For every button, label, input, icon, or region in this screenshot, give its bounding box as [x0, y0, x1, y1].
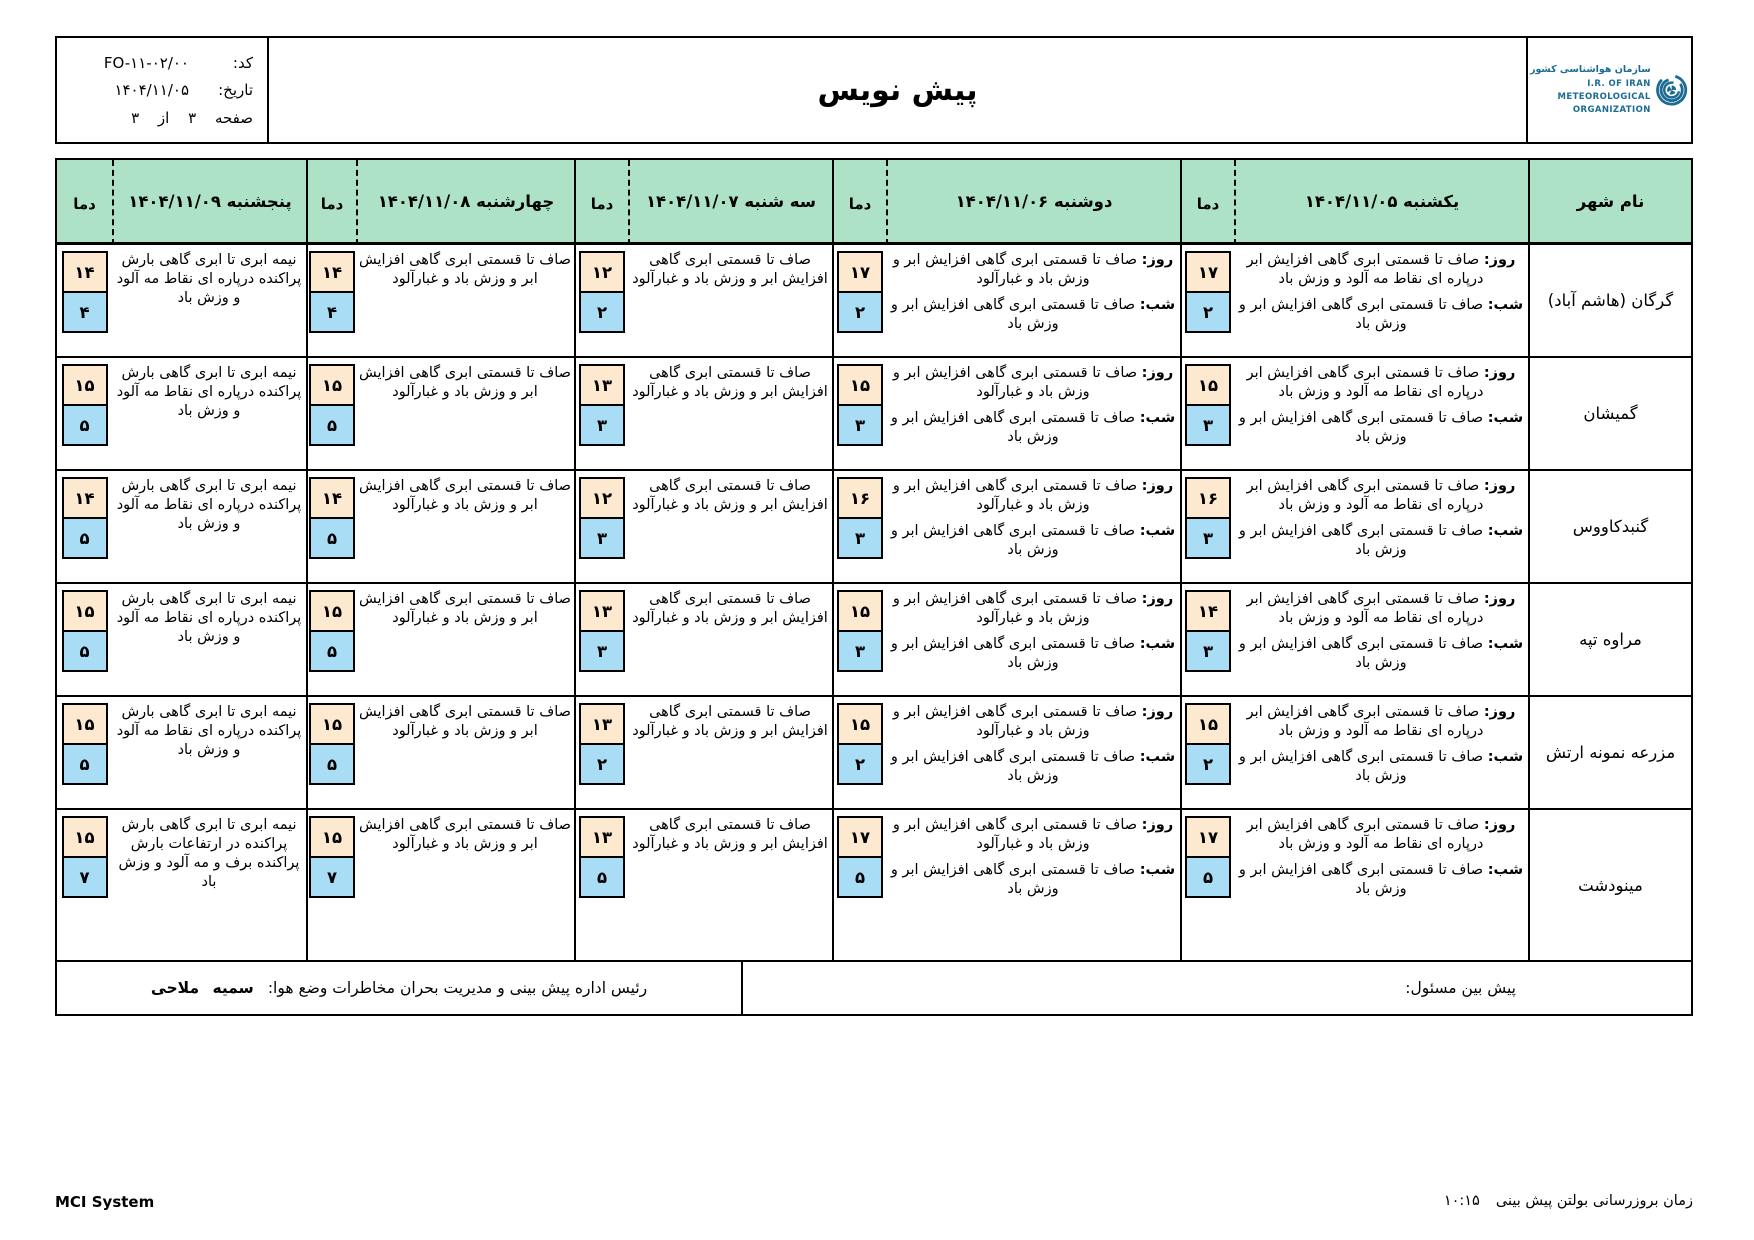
- city-cell: مزرعه نمونه ارتش: [1528, 697, 1691, 810]
- night-prefix: شب:: [1487, 409, 1524, 426]
- city-cell: گمیشان: [1528, 358, 1691, 471]
- day-prefix: روز:: [1141, 591, 1174, 607]
- temp-cell: [57, 697, 112, 810]
- temp-min-value: ۵: [62, 517, 108, 559]
- forecast-text: نیمه ابری تا ابری گاهی بارش پراکنده درپاره ای نقاط مه آلود و وزش باد: [116, 591, 302, 645]
- temp-header: دما: [57, 160, 112, 245]
- doc-info-box: [57, 38, 269, 142]
- night-prefix: شب:: [1139, 296, 1176, 313]
- forecast-day-text: [1237, 477, 1525, 515]
- forecast-day-text: [889, 477, 1177, 515]
- forecast-day-text: [889, 703, 1177, 741]
- temp-cell: [574, 697, 628, 810]
- temp-max-value: ۱۶: [837, 477, 883, 519]
- temp-max-value: ۱۵: [62, 364, 108, 406]
- day-text: صاف تا قسمتی ابری گاهی افزایش ابر و وزش باد و غبارآلود: [892, 365, 1138, 400]
- org-name-fa: سازمان هواشناسی کشور: [1530, 63, 1651, 75]
- forecast-day-text: [889, 816, 1177, 854]
- day-text: صاف تا قسمتی ابری گاهی افزایش ابر درپاره ای نقاط مه آلود و وزش باد: [1246, 478, 1484, 513]
- forecast-text: نیمه ابری تا ابری گاهی بارش پراکنده درپاره ای نقاط مه آلود و وزش باد: [116, 252, 302, 306]
- day-text: صاف تا قسمتی ابری گاهی افزایش ابر درپاره ای نقاط مه آلود و وزش باد: [1246, 252, 1484, 287]
- night-text: صاف تا قسمتی ابری گاهی افزایش ابر و وزش باد: [1238, 296, 1484, 332]
- footer-update-label: زمان بروزرسانی بولتن پیش بینی: [1495, 1193, 1693, 1209]
- forecast-text-cell: [628, 471, 832, 584]
- forecast-text-cell: [1234, 810, 1528, 960]
- city-cell: گنبدکاووس: [1528, 471, 1691, 584]
- forecast-text: نیمه ابری تا ابری گاهی بارش پراکنده درپاره ای نقاط مه آلود و وزش باد: [116, 704, 302, 758]
- forecast-text-cell: [886, 810, 1180, 960]
- forecast-text: صاف تا قسمتی ابری گاهی افزایش ابر و وزش باد و غبارآلود: [359, 817, 571, 852]
- forecast-text-cell: [112, 697, 306, 810]
- temp-min-value: ۵: [309, 404, 355, 446]
- temp-max-value: ۱۵: [837, 703, 883, 745]
- city-header: نام شهر: [1528, 160, 1691, 245]
- doc-code-line: [71, 54, 253, 72]
- org-name-en-line3: ORGANIZATION: [1572, 104, 1651, 115]
- temp-max-value: ۱۴: [1185, 590, 1231, 632]
- night-prefix: شب:: [1139, 635, 1176, 652]
- day-header: دوشنبه ۱۴۰۴/۱۱/۰۶: [886, 160, 1180, 245]
- day-prefix: روز:: [1141, 478, 1174, 494]
- city-cell: گرگان (هاشم آباد): [1528, 245, 1691, 358]
- day-prefix: روز:: [1483, 365, 1516, 381]
- night-text: صاف تا قسمتی ابری گاهی افزایش ابر و وزش باد: [890, 861, 1136, 897]
- forecast-night-text: [1237, 522, 1525, 560]
- forecast-text: صاف تا قسمتی ابری گاهی افزایش ابر و وزش باد و غبارآلود: [632, 591, 828, 626]
- temp-max-value: ۱۳: [579, 816, 625, 858]
- temp-max-value: ۱۵: [309, 703, 355, 745]
- forecast-text-cell: [628, 584, 832, 697]
- day-prefix: روز:: [1483, 817, 1516, 833]
- org-name-en-line2: METEOROLOGICAL: [1557, 91, 1651, 102]
- temp-max-value: ۱۶: [1185, 477, 1231, 519]
- chief-name: سمیه ملاحی: [150, 979, 254, 997]
- temp-cell: [832, 810, 886, 960]
- temp-cell: [832, 584, 886, 697]
- temp-cell: [1180, 810, 1234, 960]
- temp-min-value: ۳: [837, 404, 883, 446]
- forecast-text: نیمه ابری تا ابری گاهی بارش پراکنده در ارتفاعات بارش پراکنده برف و مه آلود و وزش باد: [118, 817, 300, 890]
- temp-max-value: ۱۵: [1185, 364, 1231, 406]
- forecast-text-cell: [112, 584, 306, 697]
- forecast-text: صاف تا قسمتی ابری گاهی افزایش ابر و وزش باد و غبارآلود: [632, 252, 828, 287]
- forecast-text-cell: [112, 358, 306, 471]
- doc-page-line: [71, 109, 253, 127]
- temp-max-value: ۱۳: [579, 590, 625, 632]
- night-prefix: شب:: [1139, 522, 1176, 539]
- spiral-logo-icon: [1654, 44, 1689, 136]
- forecast-text-cell: [886, 245, 1180, 358]
- temp-min-value: ۵: [1185, 856, 1231, 898]
- forecast-night-text: [889, 861, 1177, 899]
- temp-max-value: ۱۷: [837, 816, 883, 858]
- temp-min-value: ۵: [579, 856, 625, 898]
- temp-cell: [306, 810, 356, 960]
- forecaster-cell: [743, 962, 1691, 1014]
- forecast-text: صاف تا قسمتی ابری گاهی افزایش ابر و وزش باد و غبارآلود: [359, 478, 571, 513]
- temp-cell: [57, 358, 112, 471]
- temp-max-value: ۱۴: [62, 477, 108, 519]
- temp-min-value: ۲: [837, 743, 883, 785]
- temp-cell: [57, 810, 112, 960]
- temp-cell: [1180, 245, 1234, 358]
- night-prefix: شب:: [1139, 409, 1176, 426]
- forecast-night-text: [1237, 861, 1525, 899]
- forecast-text-cell: [1234, 584, 1528, 697]
- forecast-night-text: [889, 296, 1177, 334]
- forecast-text-cell: [356, 245, 574, 358]
- night-text: صاف تا قسمتی ابری گاهی افزایش ابر و وزش باد: [1238, 635, 1484, 671]
- night-prefix: شب:: [1139, 861, 1176, 878]
- forecast-text-cell: [628, 697, 832, 810]
- forecast-night-text: [889, 748, 1177, 786]
- temp-cell: [832, 697, 886, 810]
- temp-cell: [57, 584, 112, 697]
- org-logo-box: [1526, 38, 1691, 142]
- forecast-text: صاف تا قسمتی ابری گاهی افزایش ابر و وزش باد و غبارآلود: [632, 704, 828, 739]
- temp-min-value: ۷: [62, 856, 108, 898]
- temp-min-value: ۵: [62, 630, 108, 672]
- day-text: صاف تا قسمتی ابری گاهی افزایش ابر درپاره ای نقاط مه آلود و وزش باد: [1246, 365, 1484, 400]
- temp-min-value: ۲: [579, 291, 625, 333]
- temp-min-value: ۵: [309, 743, 355, 785]
- forecast-night-text: [889, 409, 1177, 447]
- night-text: صاف تا قسمتی ابری گاهی افزایش ابر و وزش باد: [890, 748, 1136, 784]
- temp-min-value: ۳: [1185, 517, 1231, 559]
- forecast-text: صاف تا قسمتی ابری گاهی افزایش ابر و وزش باد و غبارآلود: [632, 365, 828, 400]
- forecast-text-cell: [886, 697, 1180, 810]
- forecast-text-cell: [356, 471, 574, 584]
- title-section: [269, 38, 1526, 142]
- night-prefix: شب:: [1487, 748, 1524, 765]
- temp-max-value: ۱۵: [837, 590, 883, 632]
- forecast-text-cell: [886, 358, 1180, 471]
- page-title: پیش نویس: [817, 72, 978, 108]
- night-text: صاف تا قسمتی ابری گاهی افزایش ابر و وزش باد: [1238, 409, 1484, 445]
- day-prefix: روز:: [1483, 478, 1516, 494]
- temp-min-value: ۲: [837, 291, 883, 333]
- temp-cell: [1180, 358, 1234, 471]
- forecast-text-cell: [112, 471, 306, 584]
- day-text: صاف تا قسمتی ابری گاهی افزایش ابر و وزش باد و غبارآلود: [892, 704, 1138, 739]
- forecast-day-text: [1237, 703, 1525, 741]
- forecast-text-cell: [356, 358, 574, 471]
- forecast-day-text: [889, 590, 1177, 628]
- temp-min-value: ۳: [837, 630, 883, 672]
- temp-header: دما: [306, 160, 356, 245]
- day-text: صاف تا قسمتی ابری گاهی افزایش ابر درپاره ای نقاط مه آلود و وزش باد: [1246, 591, 1484, 626]
- forecast-text: صاف تا قسمتی ابری گاهی افزایش ابر و وزش باد و غبارآلود: [359, 252, 571, 287]
- forecast-text: صاف تا قسمتی ابری گاهی افزایش ابر و وزش باد و غبارآلود: [632, 817, 828, 852]
- forecast-text-cell: [356, 810, 574, 960]
- day-text: صاف تا قسمتی ابری گاهی افزایش ابر و وزش باد و غبارآلود: [892, 478, 1138, 513]
- temp-min-value: ۳: [837, 517, 883, 559]
- temp-cell: [306, 697, 356, 810]
- night-prefix: شب:: [1487, 861, 1524, 878]
- day-text: صاف تا قسمتی ابری گاهی افزایش ابر درپاره ای نقاط مه آلود و وزش باد: [1246, 704, 1484, 739]
- temp-min-value: ۲: [1185, 291, 1231, 333]
- day-text: صاف تا قسمتی ابری گاهی افزایش ابر درپاره ای نقاط مه آلود و وزش باد: [1246, 817, 1484, 852]
- temp-header: دما: [574, 160, 628, 245]
- day-prefix: روز:: [1483, 704, 1516, 720]
- temp-max-value: ۱۵: [309, 590, 355, 632]
- night-prefix: شب:: [1487, 296, 1524, 313]
- temp-cell: [574, 358, 628, 471]
- temp-cell: [574, 471, 628, 584]
- forecast-text: نیمه ابری تا ابری گاهی بارش پراکنده درپاره ای نقاط مه آلود و وزش باد: [116, 478, 302, 532]
- temp-min-value: ۴: [309, 291, 355, 333]
- temp-cell: [832, 245, 886, 358]
- day-prefix: روز:: [1483, 591, 1516, 607]
- forecast-night-text: [889, 522, 1177, 560]
- day-prefix: روز:: [1141, 252, 1174, 268]
- temp-max-value: ۱۷: [1185, 816, 1231, 858]
- forecast-text-cell: [112, 810, 306, 960]
- temp-max-value: ۱۵: [309, 816, 355, 858]
- temp-min-value: ۵: [62, 743, 108, 785]
- temp-min-value: ۲: [1185, 743, 1231, 785]
- temp-cell: [574, 584, 628, 697]
- forecast-night-text: [1237, 635, 1525, 673]
- forecast-text-cell: [112, 245, 306, 358]
- temp-max-value: ۱۲: [579, 477, 625, 519]
- document-header: [55, 36, 1693, 144]
- temp-cell: [574, 810, 628, 960]
- forecast-text-cell: [356, 697, 574, 810]
- temp-cell: [1180, 471, 1234, 584]
- day-text: صاف تا قسمتی ابری گاهی افزایش ابر و وزش باد و غبارآلود: [892, 817, 1138, 852]
- forecast-text: صاف تا قسمتی ابری گاهی افزایش ابر و وزش باد و غبارآلود: [359, 704, 571, 739]
- night-prefix: شب:: [1139, 748, 1176, 765]
- day-prefix: روز:: [1141, 365, 1174, 381]
- night-text: صاف تا قسمتی ابری گاهی افزایش ابر و وزش باد: [890, 409, 1136, 445]
- temp-cell: [1180, 697, 1234, 810]
- temp-min-value: ۳: [579, 517, 625, 559]
- forecast-text: نیمه ابری تا ابری گاهی بارش پراکنده درپاره ای نقاط مه آلود و وزش باد: [116, 365, 302, 419]
- doc-code-value: FO-۱۱-۰۲/۰۰: [103, 53, 189, 72]
- chief-label: رئیس اداره پیش بینی و مدیریت بحران مخاطرات وضع هوا:: [267, 979, 648, 997]
- doc-code-label: کد:: [232, 53, 253, 72]
- night-prefix: شب:: [1487, 635, 1524, 652]
- forecast-day-text: [889, 364, 1177, 402]
- day-header: سه شنبه ۱۴۰۴/۱۱/۰۷: [628, 160, 832, 245]
- chief-cell: [57, 962, 743, 1014]
- forecast-text-cell: [1234, 245, 1528, 358]
- temp-max-value: ۱۴: [309, 251, 355, 293]
- forecast-text: صاف تا قسمتی ابری گاهی افزایش ابر و وزش باد و غبارآلود: [632, 478, 828, 513]
- forecast-text-cell: [1234, 471, 1528, 584]
- forecast-text-cell: [628, 810, 832, 960]
- forecast-text: صاف تا قسمتی ابری گاهی افزایش ابر و وزش باد و غبارآلود: [359, 365, 571, 400]
- footer-system-label: MCI System: [55, 1193, 155, 1211]
- forecast-night-text: [889, 635, 1177, 673]
- day-header: پنجشنبه ۱۴۰۴/۱۱/۰۹: [112, 160, 306, 245]
- day-header: چهارشنبه ۱۴۰۴/۱۱/۰۸: [356, 160, 574, 245]
- night-text: صاف تا قسمتی ابری گاهی افزایش ابر و وزش باد: [890, 635, 1136, 671]
- org-name-en-line1: I.R. OF IRAN: [1587, 78, 1651, 89]
- temp-cell: [574, 245, 628, 358]
- footer-update-block: [1444, 1193, 1693, 1209]
- doc-date-label: تاریخ:: [218, 81, 253, 99]
- day-prefix: روز:: [1141, 704, 1174, 720]
- forecast-night-text: [1237, 409, 1525, 447]
- forecast-text-cell: [886, 584, 1180, 697]
- forecast-day-text: [1237, 251, 1525, 289]
- forecast-day-text: [889, 251, 1177, 289]
- temp-max-value: ۱۳: [579, 364, 625, 406]
- doc-date-line: [71, 81, 253, 99]
- forecast-text-cell: [628, 358, 832, 471]
- forecaster-label: پیش بین مسئول:: [1405, 979, 1516, 997]
- forecast-day-text: [1237, 590, 1525, 628]
- temp-min-value: ۴: [62, 291, 108, 333]
- temp-max-value: ۱۵: [1185, 703, 1231, 745]
- temp-min-value: ۷: [309, 856, 355, 898]
- temp-cell: [832, 471, 886, 584]
- temp-min-value: ۳: [1185, 630, 1231, 672]
- temp-max-value: ۱۲: [579, 251, 625, 293]
- temp-max-value: ۱۵: [62, 816, 108, 858]
- temp-max-value: ۱۵: [309, 364, 355, 406]
- temp-max-value: ۱۷: [1185, 251, 1231, 293]
- temp-min-value: ۵: [837, 856, 883, 898]
- night-text: صاف تا قسمتی ابری گاهی افزایش ابر و وزش باد: [1238, 748, 1484, 784]
- temp-max-value: ۱۷: [837, 251, 883, 293]
- org-name-block: [1530, 63, 1651, 117]
- day-prefix: روز:: [1483, 252, 1516, 268]
- temp-cell: [306, 471, 356, 584]
- temp-min-value: ۵: [309, 630, 355, 672]
- temp-min-value: ۲: [579, 743, 625, 785]
- doc-date-value: ۱۴۰۴/۱۱/۰۵: [114, 81, 189, 99]
- temp-header: دما: [1180, 160, 1234, 245]
- forecast-night-text: [1237, 296, 1525, 334]
- forecast-text-cell: [1234, 358, 1528, 471]
- night-text: صاف تا قسمتی ابری گاهی افزایش ابر و وزش باد: [890, 522, 1136, 558]
- temp-cell: [306, 358, 356, 471]
- temp-min-value: ۳: [1185, 404, 1231, 446]
- night-prefix: شب:: [1487, 522, 1524, 539]
- forecast-night-text: [1237, 748, 1525, 786]
- temp-min-value: ۳: [579, 630, 625, 672]
- temp-cell: [57, 245, 112, 358]
- doc-page-info: صفحه ۳ از ۳: [131, 108, 253, 127]
- forecast-text-cell: [1234, 697, 1528, 810]
- temp-max-value: ۱۵: [837, 364, 883, 406]
- temp-cell: [306, 584, 356, 697]
- temp-min-value: ۵: [309, 517, 355, 559]
- temp-min-value: ۳: [579, 404, 625, 446]
- temp-header: دما: [832, 160, 886, 245]
- temp-cell: [306, 245, 356, 358]
- night-text: صاف تا قسمتی ابری گاهی افزایش ابر و وزش باد: [1238, 522, 1484, 558]
- temp-cell: [57, 471, 112, 584]
- city-cell: مینودشت: [1528, 810, 1691, 960]
- forecast-text-cell: [628, 245, 832, 358]
- day-text: صاف تا قسمتی ابری گاهی افزایش ابر و وزش باد و غبارآلود: [892, 591, 1138, 626]
- day-text: صاف تا قسمتی ابری گاهی افزایش ابر و وزش باد و غبارآلود: [892, 252, 1138, 287]
- night-text: صاف تا قسمتی ابری گاهی افزایش ابر و وزش باد: [1238, 861, 1484, 897]
- forecast-text-cell: [356, 584, 574, 697]
- forecast-text: صاف تا قسمتی ابری گاهی افزایش ابر و وزش باد و غبارآلود: [359, 591, 571, 626]
- temp-cell: [1180, 584, 1234, 697]
- temp-max-value: ۱۵: [62, 590, 108, 632]
- night-text: صاف تا قسمتی ابری گاهی افزایش ابر و وزش باد: [890, 296, 1136, 332]
- temp-cell: [832, 358, 886, 471]
- forecast-table: [55, 158, 1693, 962]
- temp-max-value: ۱۳: [579, 703, 625, 745]
- day-prefix: روز:: [1141, 817, 1174, 833]
- city-cell: مراوه تپه: [1528, 584, 1691, 697]
- forecast-day-text: [1237, 816, 1525, 854]
- footer-update-time: ۱۰:۱۵: [1443, 1193, 1480, 1209]
- forecast-text-cell: [886, 471, 1180, 584]
- temp-min-value: ۵: [62, 404, 108, 446]
- temp-max-value: ۱۵: [62, 703, 108, 745]
- signature-row: [55, 960, 1693, 1016]
- forecast-day-text: [1237, 364, 1525, 402]
- day-header: یکشنبه ۱۴۰۴/۱۱/۰۵: [1234, 160, 1528, 245]
- temp-max-value: ۱۴: [309, 477, 355, 519]
- temp-max-value: ۱۴: [62, 251, 108, 293]
